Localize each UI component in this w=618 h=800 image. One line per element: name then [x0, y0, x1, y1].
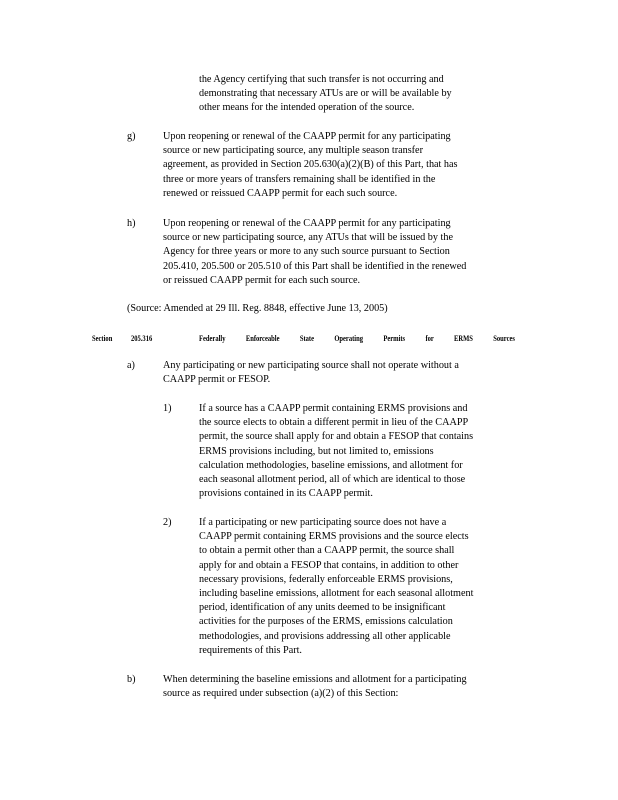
- text-line: renewed or reissued CAAPP permit for each such source.: [163, 187, 398, 199]
- item-a2-label: 2): [163, 517, 172, 528]
- section-title: Federally Enforceable State Operating Permits for ERMS Sources: [199, 334, 515, 343]
- text-line: When determining the baseline emissions and allotment for a participating: [163, 674, 467, 685]
- text-line: permit, the source shall apply for and obtain a FESOP that contains: [199, 431, 474, 443]
- text-line: demonstrating that necessary ATUs are or will be available by: [199, 88, 452, 100]
- text-line: source or new participating source, any ATUs that will be issued by the: [163, 232, 453, 244]
- text-line: apply for and obtain a FESOP that contains, in addition to other: [199, 559, 459, 571]
- text-line: including baseline emissions, allotment for each seasonal allotment: [199, 588, 474, 600]
- item-b-label: b): [127, 674, 136, 685]
- item-a-paragraph: [163, 359, 459, 387]
- text-line: Upon reopening or renewal of the CAAPP permit for any participating: [163, 131, 451, 142]
- text-line: necessary provisions, federally enforceable ERMS provisions,: [199, 573, 453, 585]
- text-line: Any participating or new participating source shall not operate without a: [163, 360, 459, 371]
- text-line: CAAPP permit or FESOP.: [163, 374, 271, 386]
- source-note: (Source: Amended at 29 Ill. Reg. 8848, effective June 13, 2005): [127, 303, 388, 314]
- item-a-label: a): [127, 360, 135, 371]
- item-b-paragraph: [163, 673, 467, 701]
- text-line: each seasonal allotment period, all of which are identical to those: [199, 474, 466, 486]
- text-line: provisions contained in its CAAPP permit.: [199, 488, 373, 500]
- item-h-paragraph: [163, 217, 466, 288]
- text-line: period, identification of any units deemed to be insignificant: [199, 602, 446, 614]
- text-line: Agency for three years or more to any such source pursuant to Section: [163, 246, 450, 258]
- item-g-paragraph: [163, 130, 458, 201]
- text-line: or reissued CAAPP permit for each such source.: [163, 274, 361, 286]
- text-line: Upon reopening or renewal of the CAAPP permit for any participating: [163, 218, 451, 229]
- text-line: If a participating or new participating source does not have a: [199, 517, 447, 528]
- continuation-paragraph: [199, 73, 452, 116]
- text-line: methodologies, and provisions addressing all other applicable: [199, 630, 451, 642]
- text-line: the Agency certifying that such transfer is not occurring and: [199, 74, 444, 85]
- text-line: three or more years of transfers remaining shall be identified in the: [163, 173, 436, 185]
- item-a2-paragraph: [199, 516, 473, 658]
- text-line: the source elects to obtain a different permit in lieu of the CAAPP: [199, 417, 469, 429]
- text-line: source or new participating source, any multiple season transfer: [163, 145, 423, 157]
- text-line: activities for the purposes of the ERMS, emissions calculation: [199, 616, 453, 628]
- text-line: source as required under subsection (a)(2) of this Section:: [163, 688, 399, 700]
- text-line: requirements of this Part.: [199, 644, 302, 656]
- item-a1-paragraph: [199, 402, 473, 501]
- text-line: If a source has a CAAPP permit containing ERMS provisions and: [199, 403, 468, 414]
- section-label: Section: [92, 334, 113, 343]
- item-g-label: g): [127, 131, 136, 142]
- item-a1-label: 1): [163, 403, 172, 414]
- text-line: to obtain a permit other than a CAAPP permit, the source shall: [199, 545, 455, 557]
- text-line: other means for the intended operation of the source.: [199, 102, 415, 114]
- text-line: 205.410, 205.500 or 205.510 of this Part shall be identified in the renewed: [163, 260, 467, 272]
- text-line: CAAPP permit containing ERMS provisions and the source elects: [199, 531, 469, 543]
- text-line: agreement, as provided in Section 205.630(a)(2)(B) of this Part, that has: [163, 159, 458, 171]
- text-line: calculation methodologies, baseline emissions, and allotment for: [199, 459, 463, 471]
- text-line: ERMS provisions including, but not limited to, emissions: [199, 445, 434, 457]
- section-number: 205.316: [131, 334, 153, 343]
- item-h-label: h): [127, 218, 136, 229]
